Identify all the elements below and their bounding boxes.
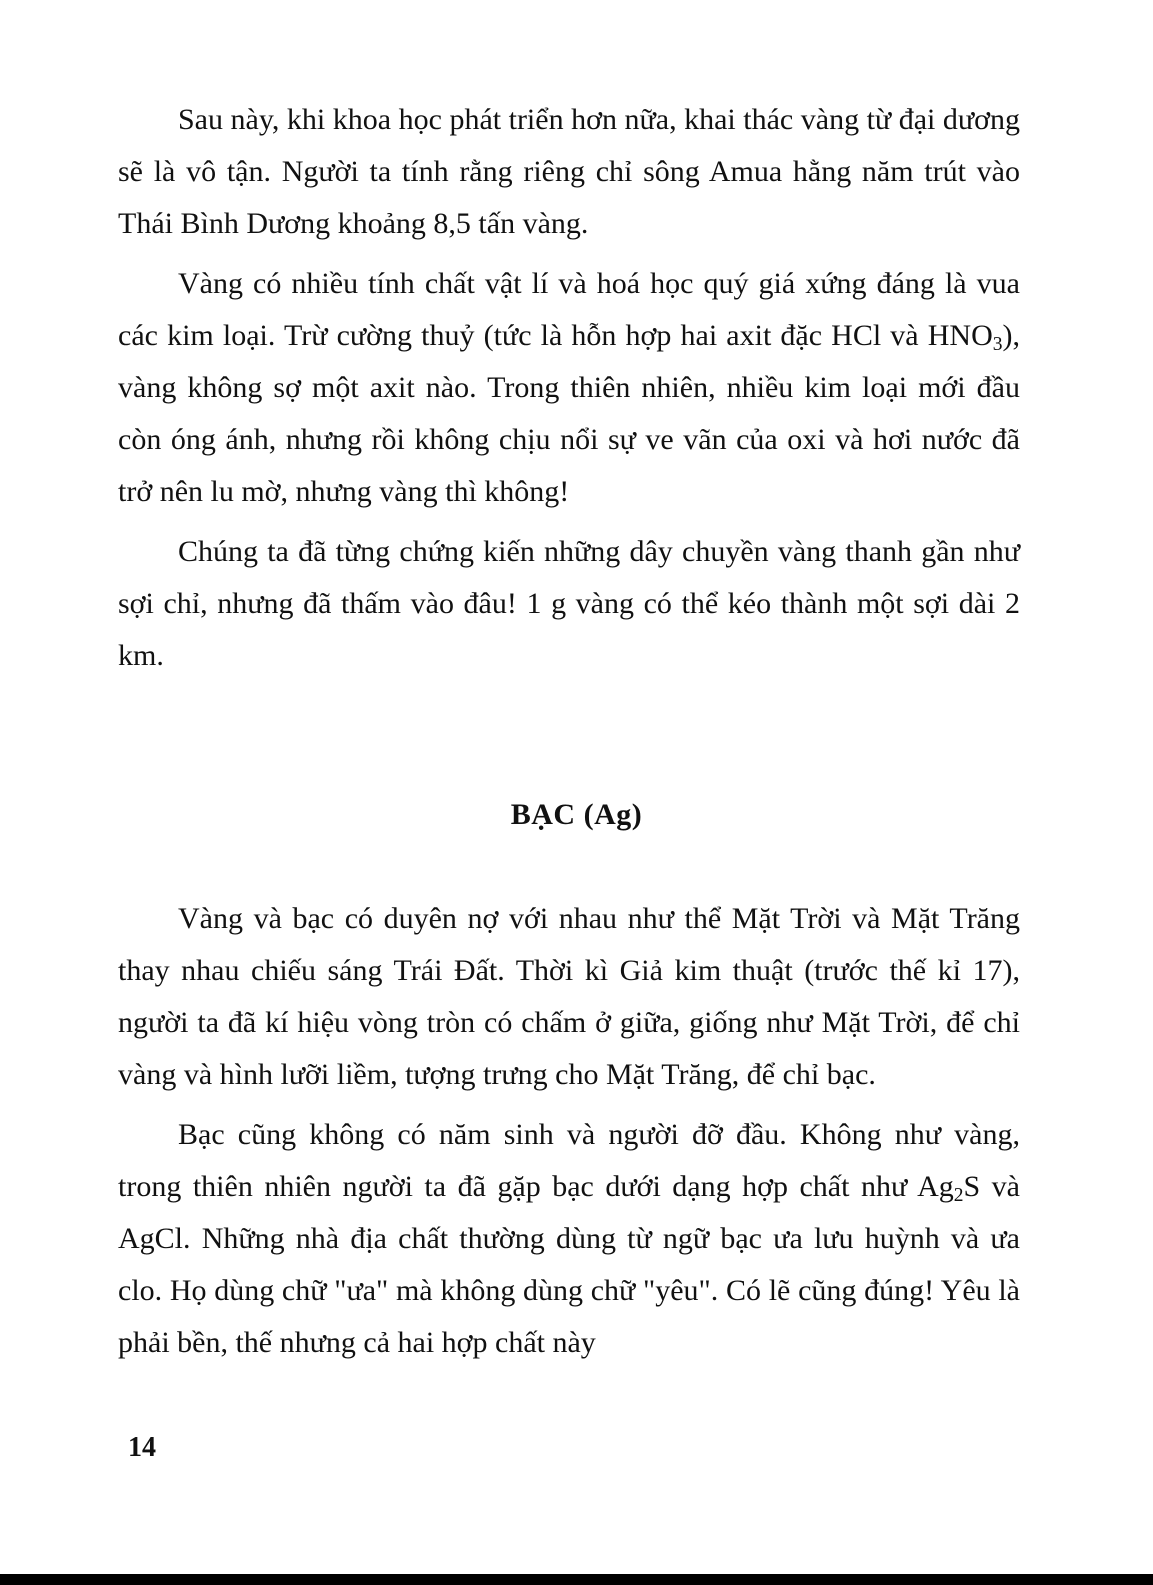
section-heading: BẠC (Ag) [510, 798, 643, 831]
paragraph-text: Bạc cũng không có năm sinh và người đỡ đầu. Không như vàng, trong thiên nhiên người ta đã gặp bạc dưới dạng hợp chất như Ag [118, 1118, 1020, 1203]
paragraph [118, 893, 1020, 1101]
paragraph-text: Vàng và bạc có duyên nợ với nhau như thể Mặt Trời và Mặt Trăng thay nhau chiếu sáng Trái Đất. Thời kì Giả kim thuật (trước thế kỉ 17), người ta đã kí hiệu vòng tròn có chấm ở giữa, giống như Mặt Trời, để chỉ vàng và hình lưỡi liềm, tượng trưng cho Mặt Trăng, để chỉ bạc. [118, 902, 1020, 1091]
paragraph-text: Sau này, khi khoa học phát triển hơn nữa, khai thác vàng từ đại dương sẽ là vô tận. Người ta tính rằng riêng chỉ sông Amua hằng năm trút vào Thái Bình Dương khoảng 8,5 tấn vàng. [118, 103, 1020, 240]
paragraph-text: S và AgCl. Những nhà địa chất thường dùng từ ngữ bạc ưa lưu huỳnh và ưa clo. Họ dùng chữ "ưa" mà không dùng chữ "yêu". Có lẽ cũng đúng! Yêu là phải bền, thế nhưng cả hai hợp chất này [118, 1170, 1021, 1359]
scan-border [0, 1574, 1153, 1585]
paragraph [118, 526, 1020, 682]
paragraph-text: Chúng ta đã từng chứng kiến những dây chuyền vàng thanh gần như sợi chỉ, nhưng đã thấm vào đâu! 1 g vàng có thể kéo thành một sợi dài 2 km. [118, 535, 1020, 672]
subscript: 3 [992, 333, 1003, 355]
paragraph [118, 1109, 1020, 1369]
subscript: 2 [953, 1184, 964, 1206]
paragraph [118, 258, 1020, 518]
text-block-silver [118, 893, 1020, 1369]
text-block-gold [118, 94, 1020, 682]
paragraph-text: ), vàng không sợ một axit nào. Trong thiên nhiên, nhiều kim loại mới đầu còn óng ánh, nhưng rồi không chịu nổi sự ve vãn của oxi và hơi nước đã trở nên lu mờ, nhưng vàng thì không! [118, 319, 1020, 508]
paragraph [118, 94, 1020, 250]
paragraph-text: Vàng có nhiều tính chất vật lí và hoá học quý giá xứng đáng là vua các kim loại. Trừ cường thuỷ (tức là hỗn hợp hai axit đặc HCl và HNO [118, 267, 1020, 352]
page-number: 14 [128, 1432, 156, 1463]
